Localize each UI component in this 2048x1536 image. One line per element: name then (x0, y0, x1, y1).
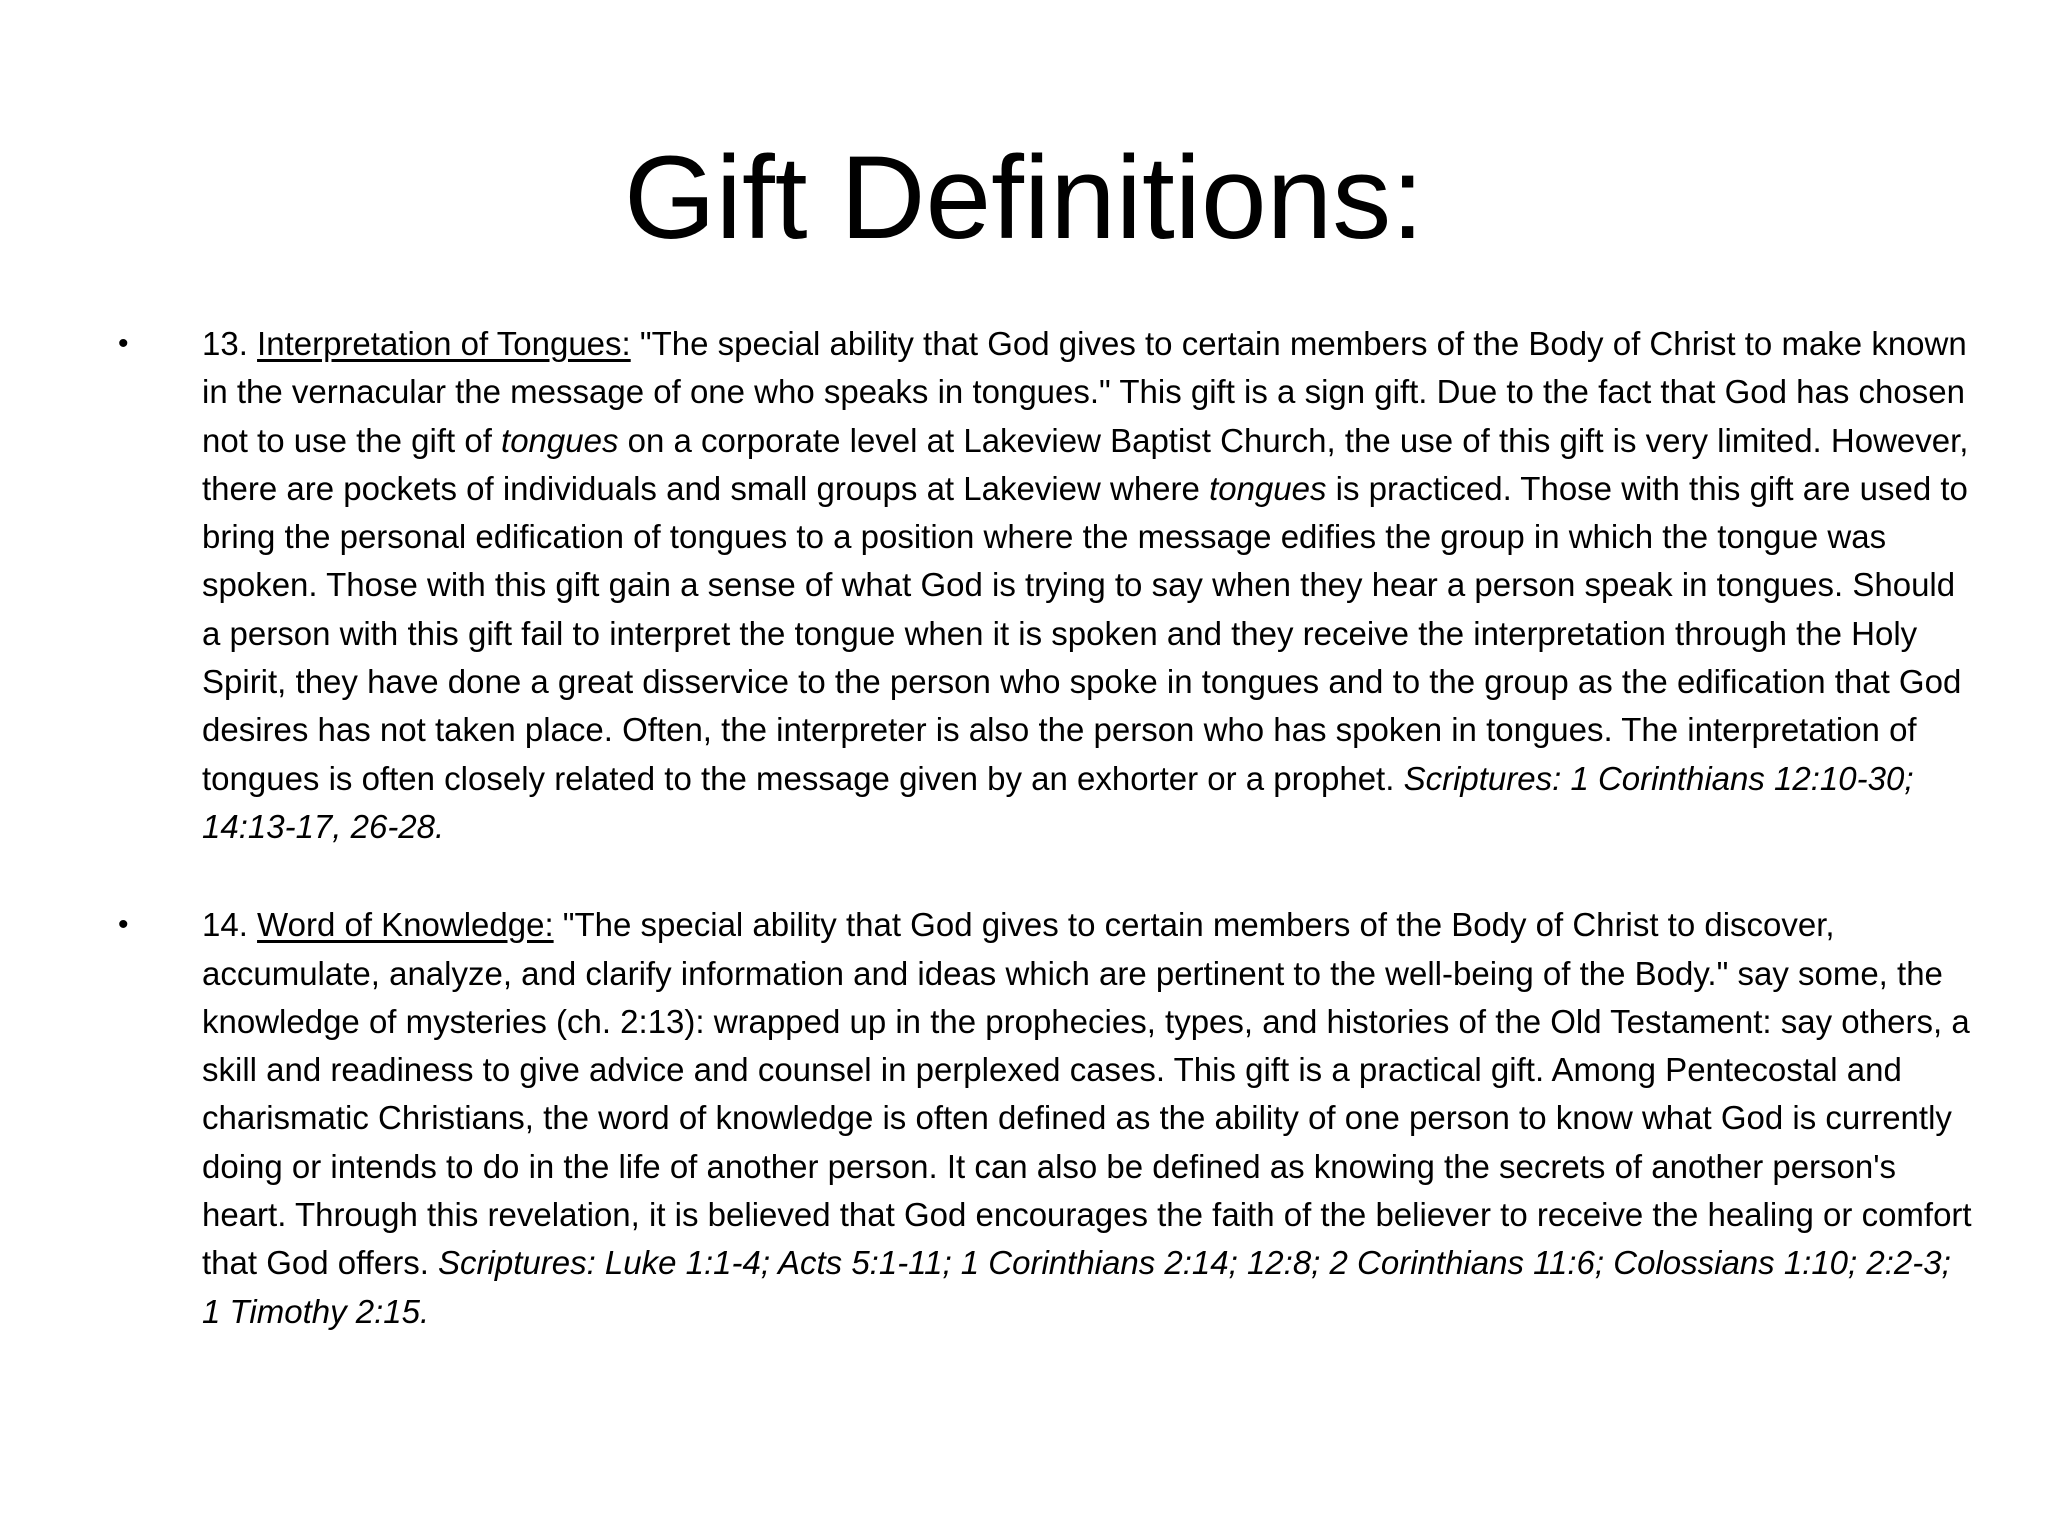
bullet-icon: • (118, 908, 129, 942)
term-word-of-knowledge: Word of Knowledge: (257, 906, 554, 944)
italic-word: tongues (1209, 469, 1327, 507)
definition-item-13 (0, 320, 2048, 851)
item-number: 14. (202, 906, 258, 944)
definition-item-14 (0, 901, 2048, 1336)
scripture-references: Scriptures: 1 Corinthians 12:10-30; 14:13-17, 26-28. (202, 759, 1914, 845)
item-number: 13. (202, 325, 258, 362)
definition-paragraph (202, 901, 1978, 1336)
slide-title: Gift Definitions: (623, 132, 1425, 264)
definition-text: on a corporate level at Lakeview Baptist Church, the use of this gift is very limited. However, there are pockets of individuals and small groups at Lakeview where (202, 421, 1969, 507)
italic-word: tongues (501, 421, 619, 459)
definition-text: is practiced. Those with this gift are used to bring the personal edification of tongues to a position where the message edifies the group in which the tongue was spoken. Those with this gift gain a sense of what God is trying to say when they hear a person speak in tongues. Should a person with this gift fail to interpret the tongue when it is spoken and they receive the interpretation through the Holy Spirit, they have done a great disservice to the person who spoke in tongues and to the group as the edification that God desires has not taken place. Often, the interpreter is also the person who has spoken in tongues. The interpretation of tongues is often closely related to the message given by an exhorter or a prophet. (202, 469, 1968, 797)
scripture-references: Scriptures: Luke 1:1-4; Acts 5:1-11; 1 Corinthians 2:14; 12:8; 2 Corinthians 11:6; Colossians 1:10; 2:2-3; 1 Timothy 2:15. (202, 1244, 1951, 1330)
definition-paragraph (202, 320, 1978, 851)
definition-text: "The special ability that God gives to certain members of the Body of Christ to make known in the vernacular the message of one who speaks in tongues." This gift is a sign gift. Due to the fact that God has chosen not to use the gift of (202, 325, 1967, 459)
bullet-icon: • (118, 327, 129, 360)
definition-list (0, 320, 2048, 1336)
term-interpretation-of-tongues: Interpretation of Tongues: (257, 325, 631, 362)
definition-text: "The special ability that God gives to certain members of the Body of Christ to discover, accumulate, analyze, and clarify information and ideas which are pertinent to the well-being of the Body." say some, the knowledge of mysteries (ch. 2:13): wrapped up in the prophecies, types, and histories of the Old Testament: say others, a skill and readiness to give advice and counsel in perplexed cases. This gift is a practical gift. Among Pentecostal and charismatic Christians, the word of knowledge is often defined as the ability of one person to know what God is currently doing or intends to do in the life of another person. It can also be defined as knowing the secrets of another person's heart. Through this revelation, it is believed that God encourages the faith of the believer to receive the healing or comfort that God offers. (202, 906, 1972, 1282)
